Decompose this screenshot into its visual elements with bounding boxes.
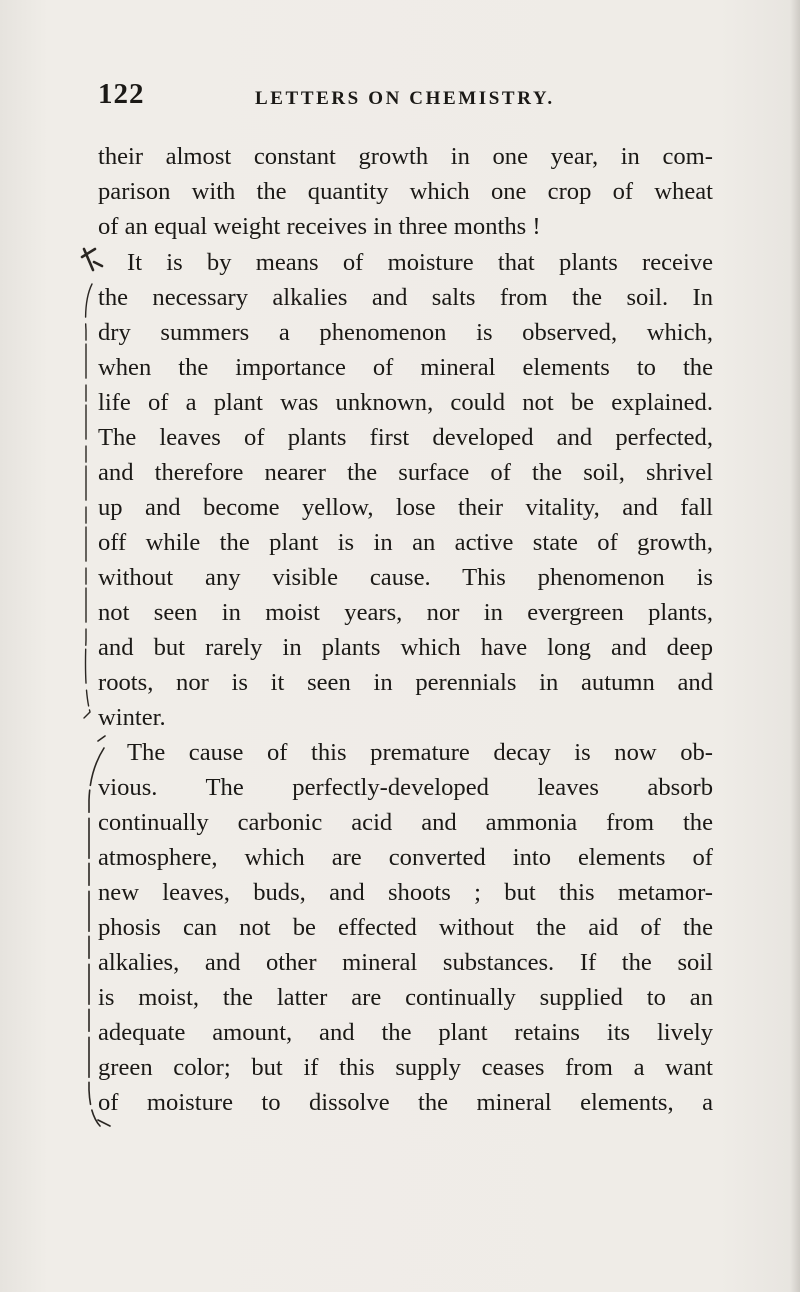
text-line: life of a plant was unknown, could not be explained.: [98, 389, 713, 416]
text-line: and but rarely in plants which have long and deep: [98, 634, 713, 661]
text-line: roots, nor is it seen in perennials in autumn and: [98, 669, 713, 696]
text-line: The cause of this premature decay is now ob-: [127, 739, 713, 766]
text-line: phosis can not be effected without the aid of the: [98, 914, 713, 941]
text-line: green color; but if this supply ceases from a want: [98, 1054, 713, 1081]
text-line: when the importance of mineral elements to the: [98, 354, 713, 381]
text-line: without any visible cause. This phenomenon is: [98, 564, 713, 591]
page-edge-shadow: [790, 0, 800, 1292]
text-line: winter.: [98, 704, 166, 731]
page-number: 122: [98, 78, 145, 110]
margin-bracket-upper: [84, 284, 92, 718]
text-line: the necessary alkalies and salts from the soil. In: [98, 284, 713, 311]
text-line: The leaves of plants first developed and perfected,: [98, 424, 713, 451]
text-line: dry summers a phenomenon is observed, which,: [98, 319, 713, 346]
text-line: up and become yellow, lose their vitality, and fall: [98, 494, 713, 521]
text-line: atmosphere, which are converted into elements of: [98, 844, 713, 871]
text-line: continually carbonic acid and ammonia from the: [98, 809, 713, 836]
text-line: off while the plant is in an active state of growth,: [98, 529, 713, 556]
text-line: of moisture to dissolve the mineral elements, a: [98, 1089, 713, 1116]
running-head: LETTERS ON CHEMISTRY.: [255, 88, 555, 109]
text-line: alkalies, and other mineral substances. If the soil: [98, 949, 713, 976]
text-line: not seen in moist years, nor in evergreen plants,: [98, 599, 713, 626]
text-line: is moist, the latter are continually supplied to an: [98, 984, 713, 1011]
text-line: their almost constant growth in one year, in com-: [98, 143, 713, 170]
text-line: and therefore nearer the surface of the soil, shrivel: [98, 459, 713, 486]
margin-cross-mark: [82, 249, 102, 270]
text-line: adequate amount, and the plant retains its lively: [98, 1019, 713, 1046]
page-header: [98, 78, 738, 118]
text-line: parison with the quantity which one crop of wheat: [98, 178, 713, 205]
text-line: It is by means of moisture that plants receive: [127, 249, 713, 276]
text-line: vious. The perfectly-developed leaves absorb: [98, 774, 713, 801]
text-line: new leaves, buds, and shoots ; but this metamor-: [98, 879, 713, 906]
text-line: of an equal weight receives in three months !: [98, 213, 541, 240]
